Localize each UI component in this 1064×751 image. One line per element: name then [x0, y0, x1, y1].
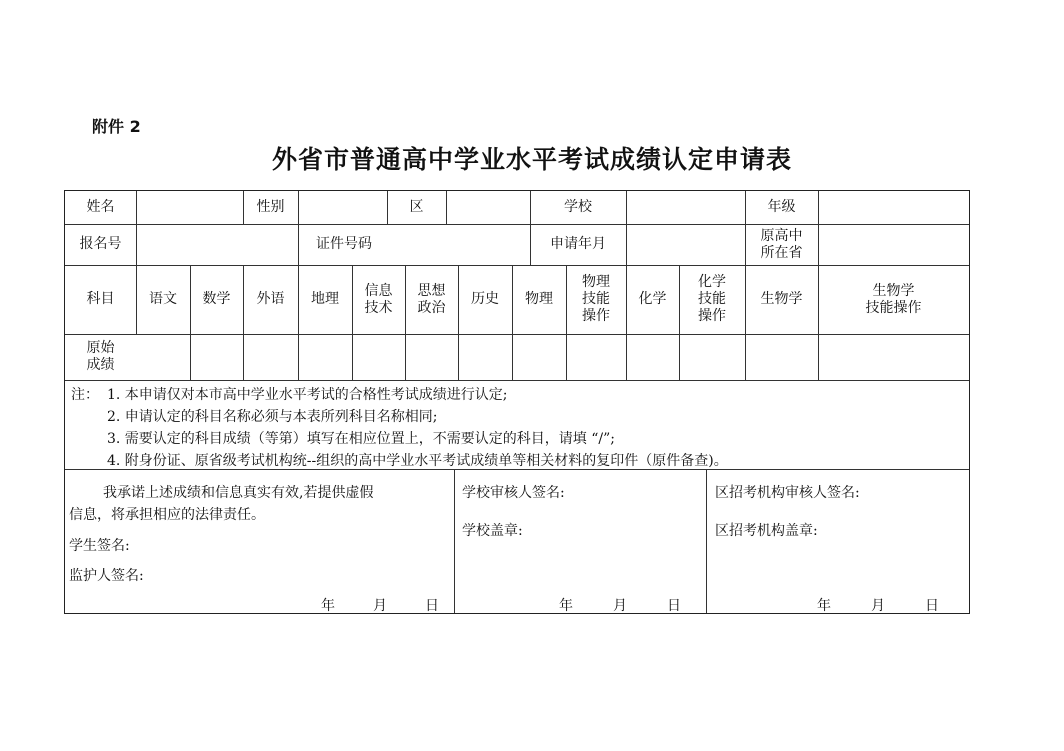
pledge-text: 我承诺上述成绩和信息真实有效,若提供虚假	[103, 485, 374, 501]
note-item: 1. 本申请仅对本市高中学业水平考试的合格性考试成绩进行认定;	[107, 387, 508, 403]
subject-header: 数学	[202, 291, 231, 307]
registration-number-label: 报名号	[79, 236, 122, 252]
subject-header: 信息 技术	[364, 282, 393, 316]
origin-province-label: 原高中 所在省	[760, 227, 803, 261]
date-month: 月	[871, 598, 885, 614]
subject-header: 外语	[256, 291, 285, 307]
applicant-date	[321, 595, 439, 615]
cell-divider	[446, 191, 447, 224]
date-day: 日	[667, 598, 681, 614]
date-month: 月	[373, 598, 387, 614]
subject-row-label: 科目	[86, 291, 115, 307]
note-item: 4. 附身份证、原省级考试机构统--组织的高中学业水平考试成绩单等相关材料的复印件（原件备查)。	[107, 453, 728, 469]
subject-header: 化学 技能 操作	[698, 274, 726, 324]
school-date	[559, 595, 681, 615]
application-form-table	[64, 190, 970, 614]
row-divider	[65, 380, 969, 381]
date-year: 年	[559, 598, 573, 614]
cell-divider	[818, 191, 819, 224]
apply-date-label: 申请年月	[550, 236, 606, 252]
row-divider	[65, 334, 969, 335]
notes-prefix: 注：	[71, 387, 99, 403]
student-signature-label: 学生签名:	[69, 538, 130, 554]
subject-header: 生物学 技能操作	[865, 282, 922, 316]
grade-label: 年级	[767, 199, 796, 215]
date-year: 年	[817, 598, 831, 614]
guardian-signature-label: 监护人签名:	[69, 568, 144, 584]
name-label: 姓名	[86, 199, 115, 215]
subject-header: 物理	[525, 291, 553, 307]
district-label: 区	[409, 199, 424, 215]
district-seal-label: 区招考机构盖章:	[715, 523, 818, 539]
id-number-label: 证件号码	[316, 236, 372, 252]
cell-divider	[298, 191, 299, 224]
note-item: 2. 申请认定的科目名称必须与本表所列科目名称相同;	[107, 409, 438, 425]
school-reviewer-signature-label: 学校审核人签名:	[462, 485, 565, 501]
district-reviewer-signature-label: 区招考机构审核人签名:	[715, 485, 860, 501]
cell-divider	[818, 224, 819, 265]
subject-header: 思想 政治	[417, 282, 446, 316]
form-title: 外省市普通高中学业水平考试成绩认定申请表	[271, 145, 792, 174]
subject-header: 生物学	[760, 291, 803, 307]
district-date	[817, 595, 939, 615]
cell-divider	[626, 224, 627, 265]
cell-divider	[706, 469, 707, 613]
subject-header: 化学	[638, 291, 667, 307]
row-divider	[65, 224, 969, 225]
pledge-text: 信息，将承担相应的法律责任。	[69, 507, 265, 523]
date-day: 日	[925, 598, 939, 614]
school-seal-label: 学校盖章:	[462, 523, 523, 539]
attachment-label: 附件 2	[92, 117, 141, 136]
subject-header: 物理 技能 操作	[582, 274, 610, 324]
gender-label: 性别	[256, 199, 285, 215]
cell-divider	[626, 191, 627, 224]
date-month: 月	[613, 598, 627, 614]
date-year: 年	[321, 598, 335, 614]
subject-header: 地理	[311, 291, 339, 307]
date-day: 日	[425, 598, 439, 614]
subject-header: 语文	[149, 291, 177, 307]
cell-divider	[454, 469, 455, 613]
subject-header: 历史	[471, 291, 499, 307]
school-label: 学校	[564, 199, 592, 215]
original-score-label: 原始 成绩	[86, 340, 115, 373]
note-item: 3. 需要认定的科目成绩（等第）填写在相应位置上，不需要认定的科目，请填 “/”;	[107, 431, 616, 447]
